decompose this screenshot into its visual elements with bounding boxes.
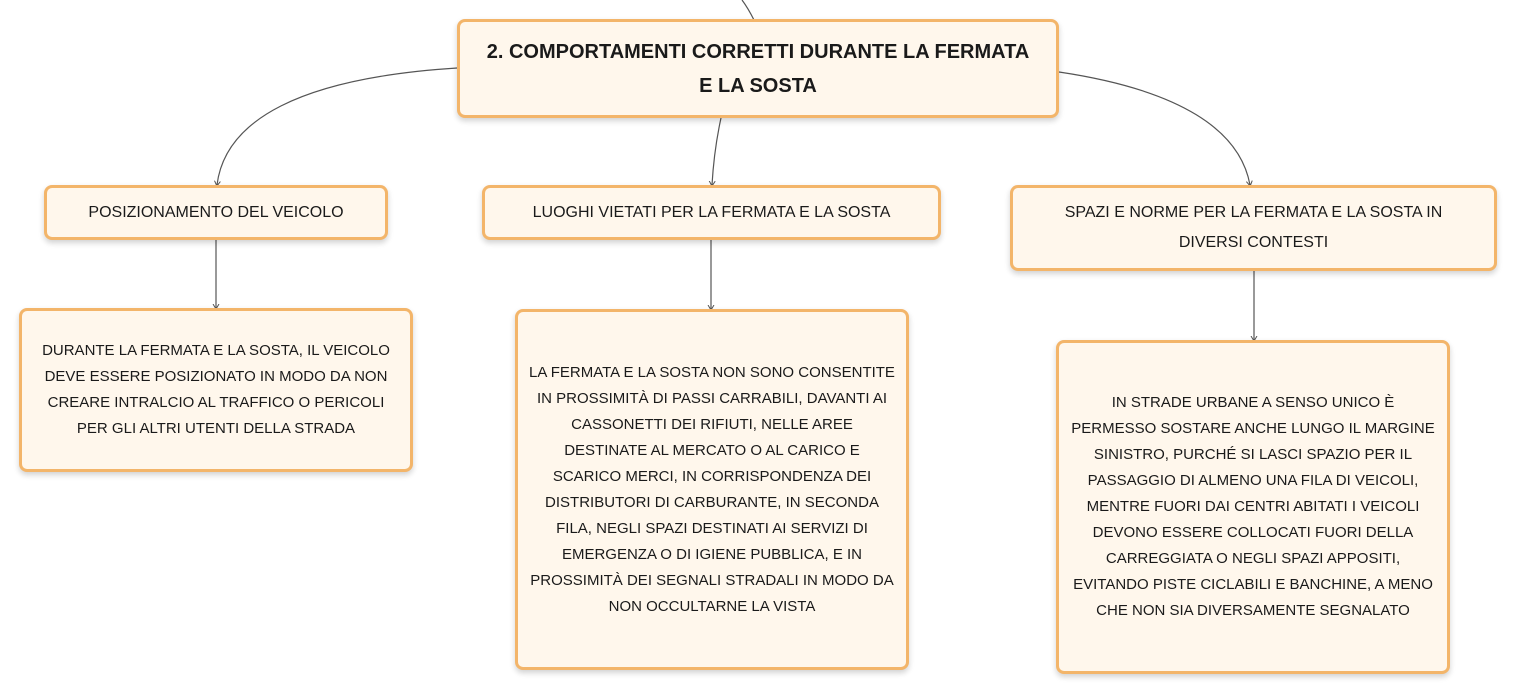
connector-incoming xyxy=(742,0,754,20)
detail-node-forbidden-places[interactable] xyxy=(515,309,909,670)
root-node[interactable] xyxy=(457,19,1059,118)
branch-node-forbidden-places[interactable] xyxy=(482,185,941,240)
root-title: 2. COMPORTAMENTI CORRETTI DURANTE LA FERMATA E LA SOSTA xyxy=(486,40,1030,97)
connector-root-branch-3 xyxy=(1059,72,1250,185)
branch-label: POSIZIONAMENTO DEL VEICOLO xyxy=(88,203,344,221)
connector-root-branch-2 xyxy=(712,118,721,185)
detail-text: DURANTE LA FERMATA E LA SOSTA, IL VEICOLO DEVE ESSERE POSIZIONATO IN MODO DA NON CREARE INTRALCIO AL TRAFFICO O PERICOLI PER GLI ALTRI UTENTI DELLA STRADA xyxy=(42,342,390,437)
branch-label: SPAZI E NORME PER LA FERMATA E LA SOSTA IN DIVERSI CONTESTI xyxy=(1064,204,1443,251)
connector-root-branch-1 xyxy=(217,68,457,185)
detail-node-spaces-rules[interactable] xyxy=(1056,340,1450,674)
branch-label: LUOGHI VIETATI PER LA FERMATA E LA SOSTA xyxy=(532,203,891,221)
branch-node-spaces-rules[interactable] xyxy=(1010,185,1497,271)
branch-node-positioning[interactable] xyxy=(44,185,388,240)
detail-node-positioning[interactable] xyxy=(19,308,413,472)
detail-text: IN STRADE URBANE A SENSO UNICO È PERMESSO SOSTARE ANCHE LUNGO IL MARGINE SINISTRO, PURCHÉ SI LASCI SPAZIO PER IL PASSAGGIO DI ALMENO UNA FILA DI VEICOLI, MENTRE FUORI DAI CENTRI ABITATI I VEICOLI DEVONO ESSERE COLLOCATI FUORI DELLA CARREGGIATA O NEGLI SPAZI APPOSITI, EVITANDO PISTE CICLABILI E BANCHINE, A MENO CHE NON SIA DIVERSAMENTE SEGNALATO xyxy=(1071,394,1435,619)
detail-text: LA FERMATA E LA SOSTA NON SONO CONSENTITE IN PROSSIMITÀ DI PASSI CARRABILI, DAVANTI AI CASSONETTI DEI RIFIUTI, NELLE AREE DESTINATE AL MERCATO O AL CARICO E SCARICO MERCI, IN CORRISPONDENZA DEI DISTRIBUTORI DI CARBURANTE, IN SECONDA FILA, NEGLI SPAZI DESTINATI AI SERVIZI DI EMERGENZA O DI IGIENE PUBBLICA, E IN PROSSIMITÀ DEI SEGNALI STRADALI IN MODO DA NON OCCULTARNE LA VISTA xyxy=(529,363,895,615)
